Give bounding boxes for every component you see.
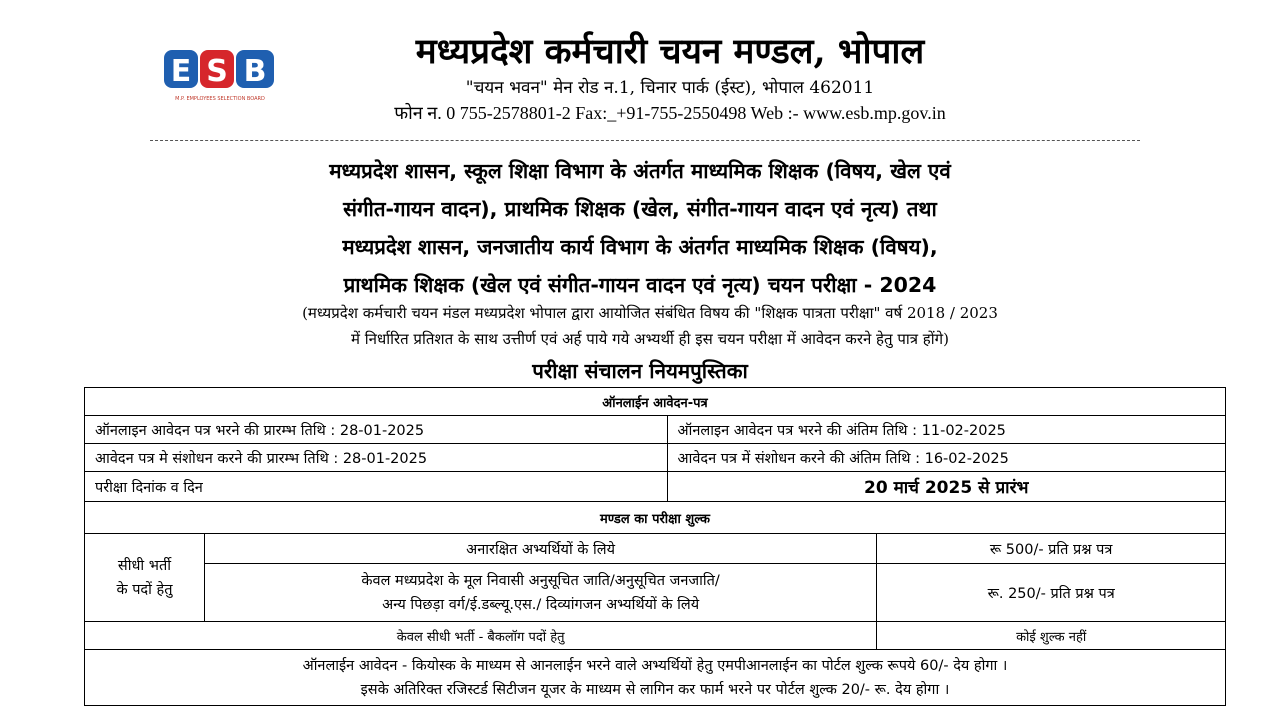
backlog-label: केवल सीधी भर्ती - बैकलॉग पदों हेतु bbox=[85, 622, 877, 650]
table-row bbox=[85, 564, 1226, 622]
svg-text:B: B bbox=[243, 54, 267, 89]
direct-recruitment-label-line: के पदों हेतु bbox=[116, 581, 173, 598]
table-row bbox=[85, 472, 1226, 502]
org-address: "चयन भवन" मेन रोड न.1, चिनार पार्क (ईस्ट), भोपाल 462011 bbox=[465, 78, 875, 98]
exam-title-line: मध्यप्रदेश शासन, स्कूल शिक्षा विभाग के अंतर्गत माध्यमिक शिक्षक (विषय, खेल एवं bbox=[329, 159, 951, 183]
unreserved-category-label: अनारक्षित अभ्यर्थियों के लिये bbox=[204, 534, 876, 564]
unreserved-fee: रू 500/- प्रति प्रश्न पत्र bbox=[877, 534, 1226, 564]
application-end-date: ऑनलाइन आवेदन पत्र भरने की अंतिम तिथि : 11-02-2025 bbox=[667, 416, 1226, 444]
edit-start-date: आवेदन पत्र मे संशोधन करने की प्रारम्भ तिथि : 28-01-2025 bbox=[85, 444, 668, 472]
esb-logo bbox=[160, 44, 280, 108]
esb-logo-graphic bbox=[160, 44, 280, 94]
application-start-date: ऑनलाइन आवेदन पत्र भरने की प्रारम्भ तिथि : 28-01-2025 bbox=[85, 416, 668, 444]
table-row bbox=[85, 622, 1226, 650]
edit-end-date: आवेदन पत्र में संशोधन करने की अंतिम तिथि : 16-02-2025 bbox=[667, 444, 1226, 472]
booklet-title: परीक्षा संचालन नियमपुस्तिका bbox=[532, 359, 748, 383]
table-row bbox=[85, 444, 1226, 472]
table-row bbox=[85, 388, 1226, 416]
portal-fee-note-line: ऑनलाईन आवेदन - कियोस्क के माध्यम से आनलाईन भरने वाले अभ्यर्थियों हेतु एमपीआनलाईन का पोर्टल शुल्क रूपये 60/- देय होगा । bbox=[302, 657, 1008, 674]
exam-title-line: मध्यप्रदेश शासन, जनजातीय कार्य विभाग के अंतर्गत माध्यमिक शिक्षक (विषय), bbox=[342, 235, 938, 259]
direct-recruitment-label-line: सीधी भर्ती bbox=[117, 557, 171, 574]
eligibility-note bbox=[110, 300, 1190, 352]
svg-text:E: E bbox=[170, 54, 192, 89]
fee-heading: मण्डल का परीक्षा शुल्क bbox=[85, 502, 1226, 534]
table-row bbox=[85, 502, 1226, 534]
eligibility-note-line: में निर्धारित प्रतिशत के साथ उत्तीर्ण एवं अर्ह पाये गये अभ्यर्थी ही इस चयन परीक्षा में आवेदन करने हेतु पात्र होंगे) bbox=[351, 330, 949, 348]
table-row bbox=[85, 416, 1226, 444]
info-table bbox=[84, 387, 1226, 706]
table-row bbox=[85, 650, 1226, 706]
backlog-fee: कोई शुल्क नहीं bbox=[877, 622, 1226, 650]
table-row bbox=[85, 534, 1226, 564]
logo-tagline: M.P. EMPLOYEES SELECTION BOARD bbox=[175, 96, 265, 102]
exam-title-line: संगीत-गायन वादन), प्राथमिक शिक्षक (खेल, संगीत-गायन वादन एवं नृत्य) तथा bbox=[343, 197, 937, 221]
org-contact: फोन न. 0 755-2578801-2 Fax:_+91-755-2550498 Web :- www.esb.mp.gov.in bbox=[394, 103, 946, 123]
reserved-category-label-line: अन्य पिछड़ा वर्ग/ई.डब्ल्यू.एस./ दिव्यांगजन अभ्यर्थियों के लिये bbox=[382, 596, 700, 613]
header-divider bbox=[150, 140, 1140, 141]
exam-date-label: परीक्षा दिनांक व दिन bbox=[85, 472, 668, 502]
portal-fee-note bbox=[85, 650, 1226, 706]
reserved-category-label bbox=[204, 564, 876, 622]
eligibility-note-line: (मध्यप्रदेश कर्मचारी चयन मंडल मध्यप्रदेश भोपाल द्वारा आयोजित संबंधित विषय की "शिक्षक पात्रता परीक्षा" वर्ष 2018 / 2023 bbox=[302, 304, 998, 322]
reserved-category-label-line: केवल मध्यप्रदेश के मूल निवासी अनुसूचित जाति/अनुसूचित जनजाति/ bbox=[361, 572, 720, 589]
exam-title-line: प्राथमिक शिक्षक (खेल एवं संगीत-गायन वादन एवं नृत्य) चयन परीक्षा - 2024 bbox=[343, 273, 937, 297]
reserved-fee: रू. 250/- प्रति प्रश्न पत्र bbox=[877, 564, 1226, 622]
direct-recruitment-label bbox=[85, 534, 205, 622]
portal-fee-note-line: इसके अतिरिक्त रजिस्टर्ड सिटीजन यूजर के माध्यम से लागिन कर फार्म भरने पर पोर्टल शुल्क 20/- रू. देय होगा । bbox=[360, 681, 950, 698]
online-form-heading: ऑनलाईन आवेदन-पत्र bbox=[85, 388, 1226, 416]
exam-date-value: 20 मार्च 2025 से प्रारंभ bbox=[667, 472, 1226, 502]
svg-text:S: S bbox=[206, 54, 228, 89]
exam-title bbox=[150, 152, 1130, 304]
org-title: मध्यप्रदेश कर्मचारी चयन मण्डल, भोपाल bbox=[415, 31, 925, 72]
